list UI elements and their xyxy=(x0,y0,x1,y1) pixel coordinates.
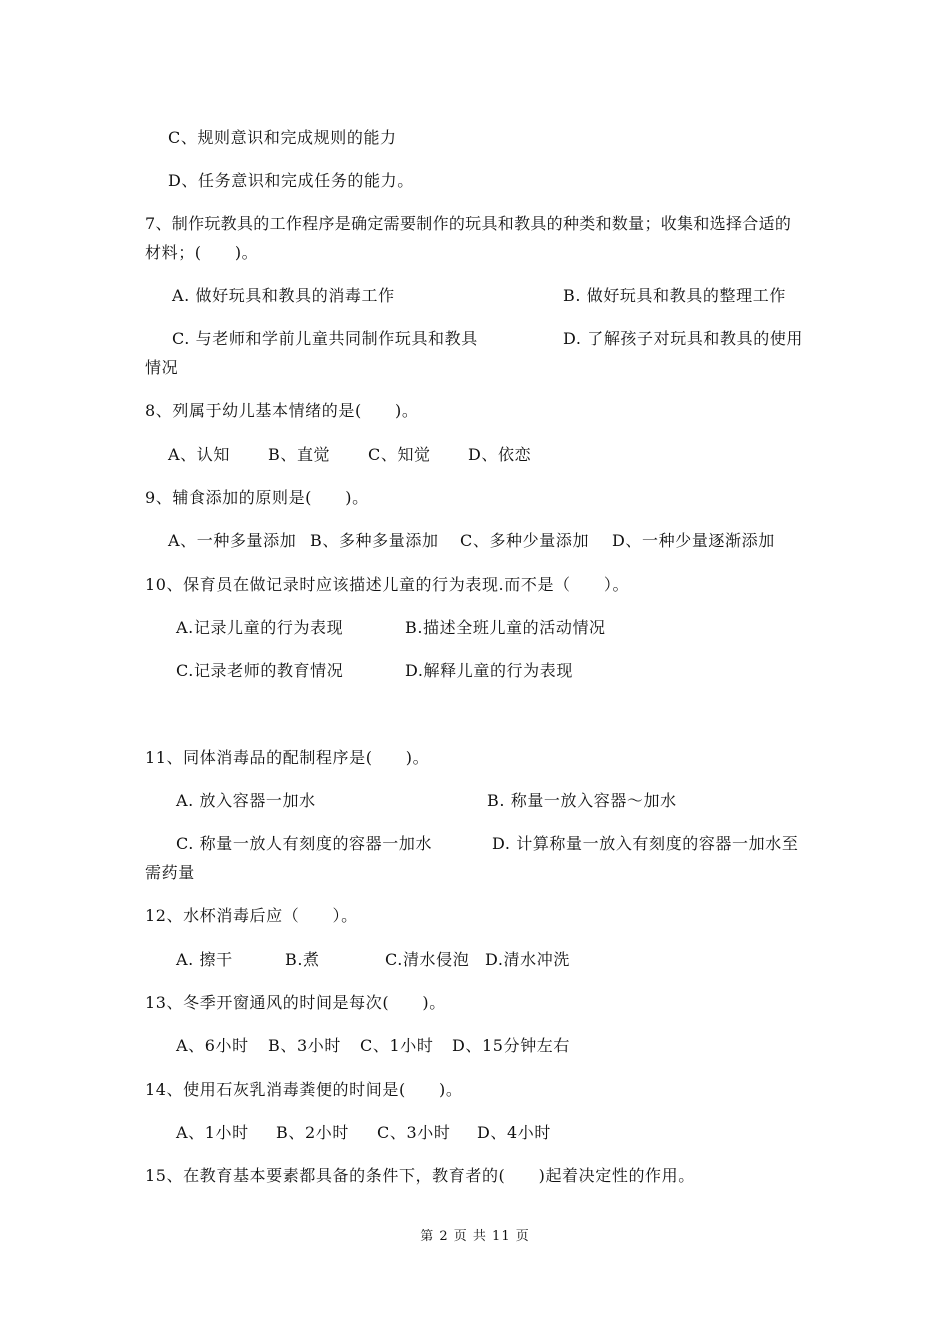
q15-stem: 15、在教育基本要素都具备的条件下，教育者的( )起着决定性的作用。 xyxy=(145,1166,695,1185)
q11-option-d-continued: 需药量 xyxy=(145,863,195,882)
q13-option-c: C、1小时 xyxy=(360,1036,434,1055)
page-number-footer: 第 2 页 共 11 页 xyxy=(420,1229,530,1244)
q8-option-a: A、认知 xyxy=(168,445,230,464)
q14-option-d: D、4小时 xyxy=(477,1123,552,1142)
q11-option-b: B. 称量一放入容器～加水 xyxy=(487,791,677,810)
q11-option-d: D. 计算称量一放入有刻度的容器一加水至 xyxy=(492,834,799,853)
q7-option-c: C. 与老师和学前儿童共同制作玩具和教具 xyxy=(172,329,478,348)
q10-option-d: D.解释儿童的行为表现 xyxy=(405,661,573,680)
q12-option-a: A. 擦干 xyxy=(176,950,233,969)
q14-stem: 14、使用石灰乳消毒粪便的时间是( )。 xyxy=(145,1080,463,1099)
q13-option-a: A、6小时 xyxy=(176,1036,249,1055)
q7-option-b: B. 做好玩具和教具的整理工作 xyxy=(563,286,786,305)
q12-option-d: D.清水冲洗 xyxy=(485,950,570,969)
q9-stem: 9、辅食添加的原则是( )。 xyxy=(145,488,369,507)
q13-option-d: D、15分钟左右 xyxy=(452,1036,570,1055)
q11-stem: 11、同体消毒品的配制程序是( )。 xyxy=(145,748,430,767)
q7-stem-line2: 材料；( )。 xyxy=(145,243,259,262)
q9-option-d: D、一种少量逐渐添加 xyxy=(612,531,775,550)
q10-option-c: C.记录老师的教育情况 xyxy=(176,661,344,680)
q8-option-d: D、依恋 xyxy=(468,445,532,464)
q14-option-b: B、2小时 xyxy=(276,1123,349,1142)
q12-option-b: B.煮 xyxy=(285,950,320,969)
q8-option-b: B、直觉 xyxy=(268,445,331,464)
q10-stem: 10、保育员在做记录时应该描述儿童的行为表现.而不是（ ）。 xyxy=(145,575,630,594)
q14-option-c: C、3小时 xyxy=(377,1123,451,1142)
q11-option-a: A. 放入容器一加水 xyxy=(176,791,316,810)
q9-option-c: C、多种少量添加 xyxy=(460,531,590,550)
q11-option-c: C. 称量一放人有刻度的容器一加水 xyxy=(176,834,433,853)
q12-stem: 12、水杯消毒后应（ ）。 xyxy=(145,906,358,925)
q9-option-a: A、一种多量添加 xyxy=(168,531,297,550)
q10-option-b: B.描述全班儿童的活动情况 xyxy=(405,618,606,637)
q13-option-b: B、3小时 xyxy=(268,1036,341,1055)
q7-option-d-continued: 情况 xyxy=(145,358,179,377)
q9-option-b: B、多种多量添加 xyxy=(310,531,439,550)
q6-option-c: C、规则意识和完成规则的能力 xyxy=(168,128,397,147)
q8-stem: 8、列属于幼儿基本情绪的是( )。 xyxy=(145,401,419,420)
q7-stem-line1: 7、制作玩教具的工作程序是确定需要制作的玩具和教具的种类和数量；收集和选择合适的 xyxy=(145,214,792,233)
q14-option-a: A、1小时 xyxy=(176,1123,249,1142)
q8-option-c: C、知觉 xyxy=(368,445,431,464)
q7-option-d: D. 了解孩子对玩具和教具的使用 xyxy=(563,329,804,348)
q7-option-a: A. 做好玩具和教具的消毒工作 xyxy=(172,286,395,305)
q13-stem: 13、冬季开窗通风的时间是每次( )。 xyxy=(145,993,446,1012)
q12-option-c: C.清水侵泡 xyxy=(385,950,470,969)
q6-option-d: D、任务意识和完成任务的能力。 xyxy=(168,171,414,190)
q10-option-a: A.记录儿童的行为表现 xyxy=(176,618,344,637)
